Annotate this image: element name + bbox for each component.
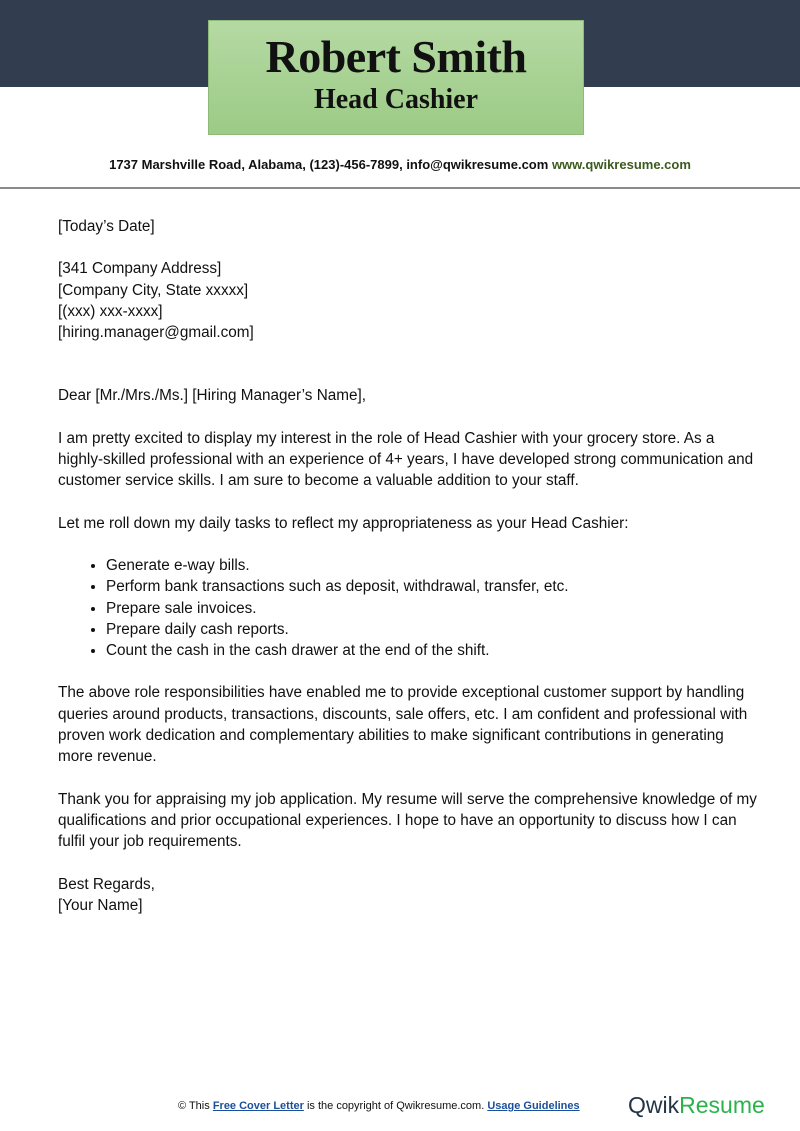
closing bbox=[58, 874, 758, 917]
qwikresume-logo bbox=[628, 1092, 765, 1119]
applicant-name: Robert Smith bbox=[265, 31, 527, 82]
salutation: Dear [Mr./Mrs./Ms.] [Hiring Manager’s Name], bbox=[58, 387, 366, 405]
logo-part: Resume bbox=[679, 1092, 765, 1118]
job-title: Head Cashier bbox=[313, 84, 479, 115]
contact-info: 1737 Marshville Road, Alabama, (123)-456-7899, info@qwikresume.com bbox=[109, 157, 549, 172]
list-item: • Perform bank transactions such as deposit, withdrawal, transfer, etc. bbox=[106, 576, 758, 597]
list-item: • Count the cash in the cash drawer at the end of the shift. bbox=[106, 640, 758, 661]
task-list bbox=[58, 555, 758, 661]
free-cover-letter-link[interactable]: Free Cover Letter bbox=[212, 1100, 304, 1112]
paragraph-4: Thank you for appraising my job application. My resume will serve the comprehensive knowledge of my qualifications and prior occupational experiences. I hope to have an opportunity to discuss how I can fulfil your job requirements. bbox=[58, 790, 757, 851]
recipient-address bbox=[58, 258, 758, 343]
address-line: [hiring.manager@gmail.com] bbox=[58, 324, 254, 342]
signature: [Your Name] bbox=[58, 896, 143, 914]
paragraph-1: I am pretty excited to display my interest in the role of Head Cashier with your grocery store. As a highly-skilled professional with an experience of 4+ years, I have developed strong communication and customer service skills. I am sure to become a valuable addition to your staff. bbox=[58, 429, 754, 490]
footer-copyright bbox=[178, 1100, 580, 1112]
list-item: • Generate e-way bills. bbox=[106, 555, 758, 576]
contact-line bbox=[0, 157, 800, 172]
address-line: [Company City, State xxxxx] bbox=[58, 281, 249, 299]
footer-text: © This bbox=[178, 1100, 210, 1112]
footer-text: is the copyright of Qwikresume.com. bbox=[306, 1100, 485, 1112]
usage-guidelines-link[interactable]: Usage Guidelines bbox=[487, 1100, 580, 1112]
divider bbox=[0, 187, 800, 189]
date: [Today’s Date] bbox=[58, 218, 155, 235]
letter-body bbox=[58, 216, 758, 937]
logo-part: Qwik bbox=[628, 1092, 680, 1118]
paragraph-3: The above role responsibilities have enabled me to provide exceptional customer support by handling queries around products, transactions, discounts, sale offers, etc. I am confident and professional with proven work dedication and complementary abilities to make significant contributions in generating more revenue. bbox=[58, 684, 748, 766]
address-line: [(xxx) xxx-xxxx] bbox=[58, 302, 163, 320]
name-box bbox=[208, 20, 584, 135]
list-item: • Prepare daily cash reports. bbox=[106, 619, 758, 640]
website-link[interactable]: www.qwikresume.com bbox=[551, 157, 691, 172]
address-line: [341 Company Address] bbox=[58, 260, 222, 278]
list-item: • Prepare sale invoices. bbox=[106, 598, 758, 619]
paragraph-2: Let me roll down my daily tasks to reflect my appropriateness as your Head Cashier: bbox=[58, 514, 629, 532]
closing-text: Best Regards, bbox=[58, 875, 155, 893]
